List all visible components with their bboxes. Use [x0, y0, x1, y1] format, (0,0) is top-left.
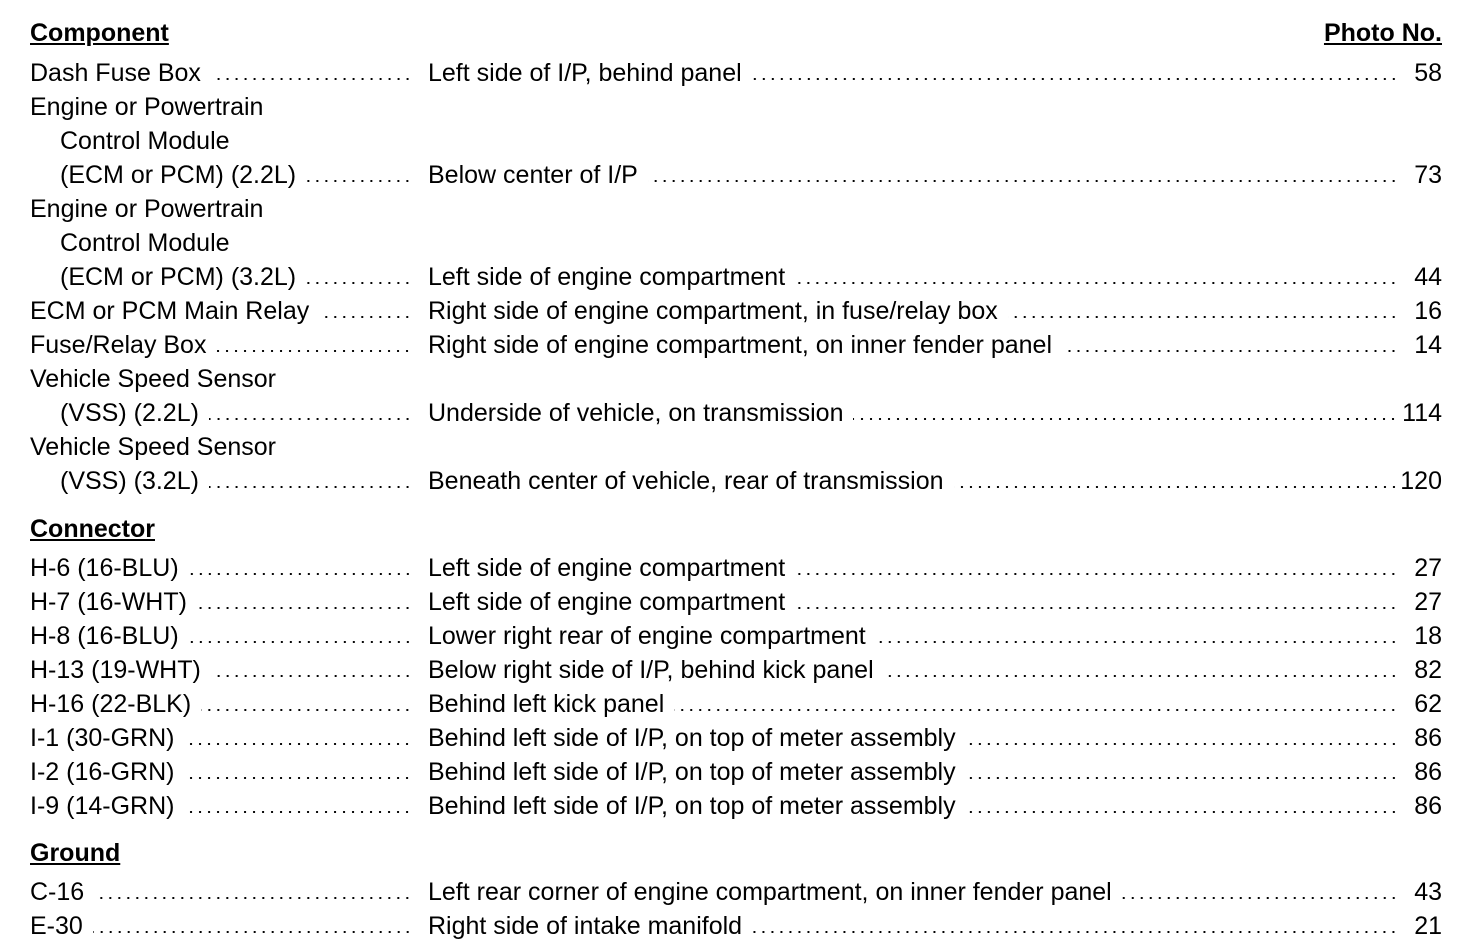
photo-number: 114 [1402, 399, 1442, 427]
dot-leader [319, 316, 412, 318]
photo-number: 58 [1414, 59, 1442, 87]
dot-leader [197, 607, 412, 609]
entry-location [428, 909, 1398, 943]
entry-location-text: Left side of engine compartment [428, 553, 786, 582]
dot-leader [876, 641, 1398, 643]
entry-location [428, 755, 1398, 789]
entry-row [0, 619, 1472, 653]
entry-location-text: Below right side of I/P, behind kick panel [428, 655, 874, 684]
entry-name-text: Engine or Powertrain [30, 92, 264, 121]
dot-leader [184, 811, 412, 813]
entry-name [30, 362, 412, 396]
entry-row [0, 158, 1472, 192]
entry-location [428, 619, 1398, 653]
connector-heading: Connector [30, 515, 155, 543]
entry-location-text: Below center of I/P [428, 160, 638, 189]
photo-number: 73 [1414, 161, 1442, 189]
entry-row [0, 875, 1472, 909]
dot-leader [648, 180, 1398, 182]
dot-leader [884, 675, 1398, 677]
entry-location [428, 789, 1398, 823]
entry-name [30, 56, 412, 90]
entry-name-text: (ECM or PCM) (3.2L) [60, 262, 297, 291]
dot-leader [201, 709, 412, 711]
dot-leader [209, 486, 412, 488]
entry-row [0, 260, 1472, 294]
photo-number: 86 [1414, 724, 1442, 752]
entry-row [0, 585, 1472, 619]
component-heading: Component [30, 19, 169, 47]
dot-leader [211, 675, 412, 677]
entry-name [60, 226, 412, 260]
dot-leader [795, 282, 1398, 284]
entry-location-text: Underside of vehicle, on transmission [428, 398, 844, 427]
entry-row [0, 56, 1472, 90]
entry-row [0, 551, 1472, 585]
entry-name-text: E-30 [30, 911, 83, 940]
entry-name [30, 294, 412, 328]
dot-leader [954, 486, 1398, 488]
entry-name-line [0, 226, 1472, 260]
dot-leader [184, 777, 412, 779]
entry-name [30, 653, 412, 687]
entry-name [30, 619, 412, 653]
dot-leader [966, 743, 1398, 745]
entry-location-text: Right side of intake manifold [428, 911, 743, 940]
dot-leader [209, 418, 412, 420]
entry-row [0, 755, 1472, 789]
dot-leader [216, 350, 412, 352]
entry-name-text: Vehicle Speed Sensor [30, 364, 277, 393]
photo-number: 62 [1414, 690, 1442, 718]
photo-number: 27 [1414, 554, 1442, 582]
entry-location [428, 721, 1398, 755]
photo-number: 18 [1414, 622, 1442, 650]
dot-leader [674, 709, 1398, 711]
entry-name [60, 396, 412, 430]
entry-name [30, 551, 412, 585]
photo-number: 44 [1414, 263, 1442, 291]
ground-heading: Ground [30, 839, 121, 867]
entry-row [0, 653, 1472, 687]
photo-number: 86 [1414, 792, 1442, 820]
entry-row [0, 396, 1472, 430]
entry-name-text: H-16 (22-BLK) [30, 689, 192, 718]
photo-number: 16 [1414, 297, 1442, 325]
entry-location [428, 294, 1398, 328]
entry-location [428, 551, 1398, 585]
entry-name [30, 90, 412, 124]
entry-name-text: Control Module [60, 126, 230, 155]
dot-leader [184, 743, 412, 745]
entry-row [0, 687, 1472, 721]
dot-leader [966, 777, 1398, 779]
entry-name [30, 789, 412, 823]
entry-name-text: (ECM or PCM) (2.2L) [60, 160, 297, 189]
dot-leader [94, 897, 412, 899]
entry-location [428, 328, 1398, 362]
entry-location-text: Behind left side of I/P, on top of meter assembly [428, 757, 956, 786]
dot-leader [795, 573, 1398, 575]
entry-name-line [0, 192, 1472, 226]
photo-number: 43 [1414, 878, 1442, 906]
entry-location-text: Left side of engine compartment [428, 262, 786, 291]
entry-location [428, 653, 1398, 687]
entry-row [0, 294, 1472, 328]
entry-name-text: Engine or Powertrain [30, 194, 264, 223]
photo-number: 82 [1414, 656, 1442, 684]
entry-location-text: Left side of I/P, behind panel [428, 58, 742, 87]
photo-number-heading: Photo No. [1323, 19, 1442, 47]
entry-location-text: Beneath center of vehicle, rear of transmission [428, 466, 944, 495]
entry-name-text: I-1 (30-GRN) [30, 723, 175, 752]
entry-name [30, 192, 412, 226]
dot-leader [853, 418, 1398, 420]
entry-name-text: C-16 [30, 877, 85, 906]
entry-name-text: (VSS) (3.2L) [60, 466, 199, 495]
dot-leader [306, 282, 412, 284]
entry-row [0, 721, 1472, 755]
entry-row [0, 789, 1472, 823]
entry-row [0, 464, 1472, 498]
entry-location [428, 464, 1398, 498]
entry-name [30, 430, 412, 464]
entry-name-line [0, 430, 1472, 464]
dot-leader [1008, 316, 1398, 318]
entry-name-text: I-9 (14-GRN) [30, 791, 175, 820]
dot-leader [752, 78, 1398, 80]
entry-location-text: Lower right rear of engine compartment [428, 621, 866, 650]
entry-name-text: H-6 (16-BLU) [30, 553, 179, 582]
dot-leader [93, 931, 412, 933]
entry-location [428, 687, 1398, 721]
entry-location-text: Right side of engine compartment, in fuse/relay box [428, 296, 998, 325]
entry-name-text: (VSS) (2.2L) [60, 398, 199, 427]
photo-number: 120 [1400, 467, 1442, 495]
dot-leader [1062, 350, 1398, 352]
entry-name-text: H-13 (19-WHT) [30, 655, 201, 684]
entry-name [30, 328, 412, 362]
entry-name [30, 875, 412, 909]
photo-number: 21 [1414, 912, 1442, 940]
entry-name-text: Dash Fuse Box [30, 58, 201, 87]
entry-name [60, 260, 412, 294]
entry-location-text: Right side of engine compartment, on inner fender panel [428, 330, 1052, 359]
entry-name-text: H-8 (16-BLU) [30, 621, 179, 650]
dot-leader [966, 811, 1398, 813]
entry-name-line [0, 90, 1472, 124]
entry-name-text: Control Module [60, 228, 230, 257]
entry-name-line [0, 362, 1472, 396]
entry-name [30, 585, 412, 619]
entry-location [428, 260, 1398, 294]
entry-location [428, 158, 1398, 192]
entry-row [0, 328, 1472, 362]
photo-number: 86 [1414, 758, 1442, 786]
entry-location [428, 396, 1398, 430]
entry-name [30, 721, 412, 755]
dot-leader [795, 607, 1398, 609]
entry-name-text: Fuse/Relay Box [30, 330, 207, 359]
dot-leader [189, 573, 412, 575]
entry-name-text: Vehicle Speed Sensor [30, 432, 277, 461]
dot-leader [1122, 897, 1398, 899]
entry-location-text: Behind left kick panel [428, 689, 665, 718]
entry-location [428, 585, 1398, 619]
entry-name [30, 755, 412, 789]
entry-name [60, 124, 412, 158]
entry-name-line [0, 124, 1472, 158]
entry-location-text: Behind left side of I/P, on top of meter assembly [428, 723, 956, 752]
entry-name-text: H-7 (16-WHT) [30, 587, 187, 616]
dot-leader [752, 931, 1398, 933]
dot-leader [211, 78, 412, 80]
entry-name [60, 158, 412, 192]
entry-location-text: Left side of engine compartment [428, 587, 786, 616]
entry-location-text: Behind left side of I/P, on top of meter assembly [428, 791, 956, 820]
entry-location [428, 875, 1398, 909]
entry-location [428, 56, 1398, 90]
entry-name-text: ECM or PCM Main Relay [30, 296, 310, 325]
dot-leader [306, 180, 412, 182]
photo-number: 27 [1414, 588, 1442, 616]
entry-name [30, 909, 412, 943]
photo-number: 14 [1414, 331, 1442, 359]
entry-row [0, 909, 1472, 943]
dot-leader [189, 641, 412, 643]
entry-location-text: Left rear corner of engine compartment, on inner fender panel [428, 877, 1112, 906]
entry-name [60, 464, 412, 498]
entry-name-text: I-2 (16-GRN) [30, 757, 175, 786]
entry-name [30, 687, 412, 721]
